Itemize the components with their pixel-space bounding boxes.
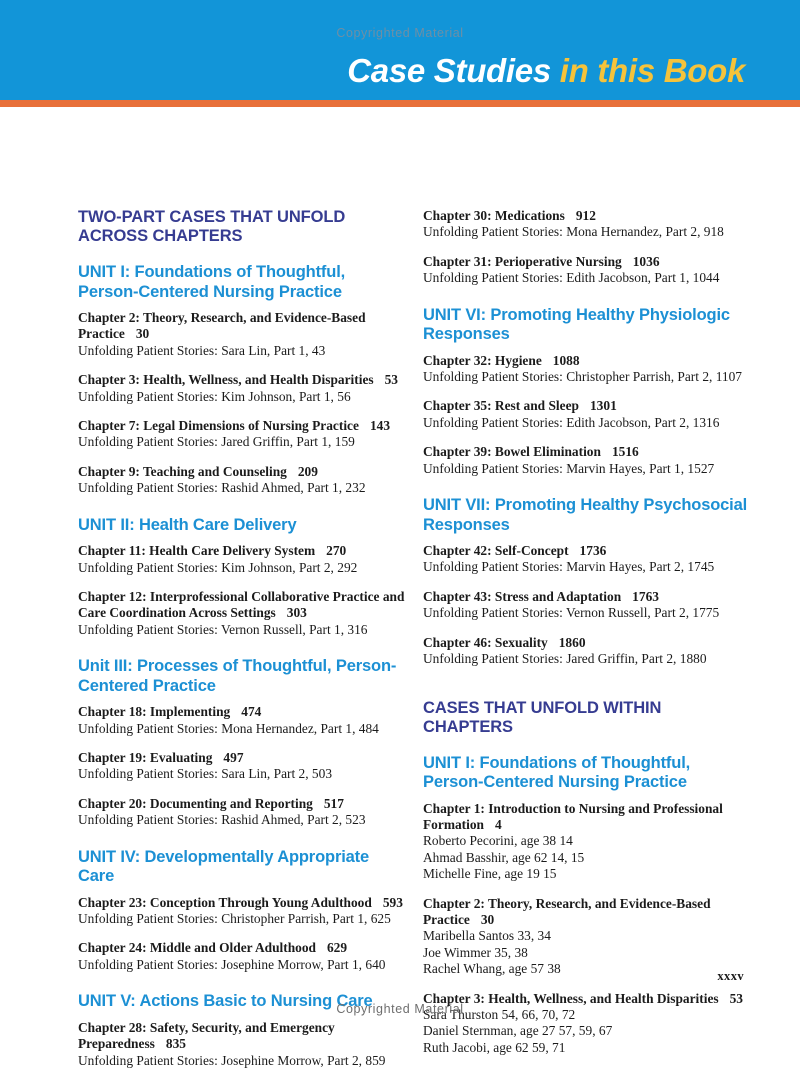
patient-story: Unfolding Patient Stories: Mona Hernandez, Part 1, 484 (78, 720, 379, 736)
chapter-entry (78, 895, 406, 928)
chapter-entry (423, 589, 751, 622)
chapter-entry (423, 398, 751, 431)
chapter-title (423, 543, 751, 559)
unit-heading-5: UNIT V: Actions Basic to Nursing Care (78, 992, 373, 1011)
chapter-title (423, 398, 751, 414)
section-heading-within-chapters: CASES THAT UNFOLD WITHIN CHAPTERS (423, 698, 662, 736)
case-name: Ruth Jacobi, age 62 59, 71 (423, 1039, 566, 1055)
page-title (347, 52, 745, 90)
unit-heading-4: UNIT IV: Developmentally Appropriate Care (78, 847, 370, 886)
case-name: Michelle Fine, age 19 15 (423, 866, 557, 882)
chapter-page: 835 (165, 1036, 186, 1052)
unit-heading-within-1: UNIT I: Foundations of Thoughtful, Person-Centered Nursing Practice (423, 753, 691, 791)
chapter-entry (78, 750, 406, 783)
chapter-entry (423, 896, 751, 978)
chapter-title-text: Chapter 39: Bowel Elimination (423, 444, 601, 460)
footer-copyright-watermark: Copyrighted Material (336, 1002, 464, 1016)
patient-story: Unfolding Patient Stories: Sara Lin, Part 2, 503 (78, 766, 333, 782)
chapter-entry (78, 704, 406, 737)
chapter-entry (423, 444, 751, 477)
chapter-title-text: Chapter 31: Perioperative Nursing (423, 253, 622, 269)
patient-story: Unfolding Patient Stories: Rashid Ahmed, Part 2, 523 (78, 812, 366, 828)
right-column (423, 208, 751, 1056)
chapter-title-text: Chapter 2: Theory, Research, and Evidence-Based Practice (78, 310, 366, 342)
chapter-title-text: Chapter 3: Health, Wellness, and Health Disparities (423, 990, 719, 1006)
unit-heading-2: UNIT II: Health Care Delivery (78, 515, 297, 534)
chapter-page: 53 (384, 372, 398, 388)
chapter-entry (78, 796, 406, 829)
case-name: Joe Wimmer 35, 38 (423, 944, 528, 960)
chapter-entry (423, 208, 751, 241)
chapter-title-text: Chapter 7: Legal Dimensions of Nursing Practice (78, 418, 359, 434)
chapter-page: 1516 (611, 444, 639, 460)
unit-heading-1: UNIT I: Foundations of Thoughtful, Person-Centered Nursing Practice (78, 263, 346, 301)
patient-story: Unfolding Patient Stories: Josephine Morrow, Part 1, 640 (78, 956, 386, 972)
chapter-entry (423, 353, 751, 386)
patient-story: Unfolding Patient Stories: Sara Lin, Part 1, 43 (78, 342, 326, 358)
chapter-title-text: Chapter 3: Health, Wellness, and Health Disparities (78, 372, 374, 388)
chapter-page: 4 (495, 816, 502, 832)
chapter-title (423, 589, 751, 605)
chapter-entry (78, 464, 406, 497)
chapter-entry (423, 801, 751, 883)
chapter-title (78, 704, 406, 720)
chapter-page: 1301 (589, 398, 617, 414)
chapter-title-text: Chapter 23: Conception Through Young Adulthood (78, 894, 372, 910)
chapter-title-text: Chapter 1: Introduction to Nursing and Professional Formation (423, 800, 723, 832)
chapter-title-text: Chapter 9: Teaching and Counseling (78, 463, 287, 479)
chapter-page: 30 (480, 911, 495, 927)
chapter-page: 270 (326, 543, 347, 559)
chapter-page: 53 (729, 990, 743, 1006)
page-title-primary: Case Studies (347, 52, 551, 89)
patient-story: Unfolding Patient Stories: Kim Johnson, Part 2, 292 (78, 559, 358, 575)
chapter-page: 1036 (632, 253, 660, 269)
chapter-entry (78, 1020, 406, 1069)
chapter-page: 629 (326, 940, 348, 956)
section-heading-two-part-cases: TWO-PART CASES THAT UNFOLD ACROSS CHAPTERS (78, 208, 346, 245)
patient-story: Unfolding Patient Stories: Rashid Ahmed, Part 1, 232 (78, 480, 366, 496)
chapter-title (78, 418, 406, 434)
chapter-entry (78, 372, 406, 405)
patient-story: Unfolding Patient Stories: Edith Jacobson, Part 2, 1316 (423, 414, 720, 430)
unit-heading-7: UNIT VII: Promoting Healthy Psychosocial Responses (423, 496, 748, 534)
chapter-page: 912 (575, 208, 596, 223)
unit-heading-3: Unit III: Processes of Thoughtful, Person-Centered Practice (78, 657, 397, 695)
chapter-title-text: Chapter 32: Hygiene (423, 352, 542, 368)
page-title-secondary: in this Book (550, 52, 745, 89)
chapter-page: 497 (223, 750, 244, 765)
chapter-title (78, 796, 406, 812)
chapter-title (423, 635, 751, 651)
chapter-page: 474 (241, 704, 262, 720)
chapter-entry (78, 589, 406, 638)
chapter-page: 303 (286, 605, 307, 621)
chapter-title-text: Chapter 24: Middle and Older Adulthood (78, 940, 316, 956)
chapter-entry (423, 991, 751, 1057)
chapter-title-text: Chapter 42: Self-Concept (423, 543, 569, 559)
patient-story: Unfolding Patient Stories: Vernon Russell, Part 2, 1775 (423, 605, 720, 621)
chapter-title (423, 896, 751, 929)
patient-story: Unfolding Patient Stories: Marvin Hayes, Part 2, 1745 (423, 559, 715, 575)
case-name: Maribella Santos 33, 34 (423, 928, 551, 944)
chapter-entry (78, 543, 406, 576)
chapter-page: 517 (323, 795, 344, 811)
chapter-entry (78, 940, 406, 973)
case-name: Rachel Whang, age 57 38 (423, 961, 561, 977)
chapter-entry (78, 418, 406, 451)
patient-story: Unfolding Patient Stories: Mona Hernandez, Part 2, 918 (423, 224, 724, 240)
chapter-entry (423, 543, 751, 576)
chapter-title-text: Chapter 35: Rest and Sleep (423, 398, 579, 414)
unit-heading-6: UNIT VI: Promoting Healthy Physiologic Responses (423, 305, 730, 344)
chapter-title (78, 310, 406, 343)
chapter-title-text: Chapter 30: Medications (423, 208, 565, 223)
folio-page-number: xxxv (717, 969, 744, 983)
chapter-title (423, 444, 751, 460)
chapter-page: 1860 (558, 634, 586, 650)
chapter-title-text: Chapter 12: Interprofessional Collaborative Practice and Care Coordination Across Settings (78, 588, 405, 621)
patient-story: Unfolding Patient Stories: Christopher Parrish, Part 2, 1107 (423, 369, 742, 385)
chapter-title-text: Chapter 28: Safety, Security, and Emergency Preparedness (78, 1019, 335, 1052)
chapter-page: 143 (369, 418, 391, 434)
chapter-title (78, 589, 406, 622)
patient-story: Unfolding Patient Stories: Josephine Morrow, Part 2, 859 (78, 1052, 386, 1068)
header-orange-divider (0, 100, 800, 107)
chapter-page: 1763 (632, 588, 659, 604)
case-name: Roberto Pecorini, age 38 14 (423, 833, 573, 849)
chapter-title-text: Chapter 18: Implementing (78, 704, 231, 720)
patient-story: Unfolding Patient Stories: Christopher Parrish, Part 1, 625 (78, 911, 391, 927)
chapter-title (423, 353, 751, 369)
chapter-title (78, 1020, 406, 1053)
chapter-entry (423, 635, 751, 668)
chapter-title (423, 254, 751, 270)
chapter-title-text: Chapter 19: Evaluating (78, 750, 213, 765)
chapter-title (78, 940, 406, 956)
case-name: Sara Thurston 54, 66, 70, 72 (423, 1006, 576, 1022)
chapter-entry (78, 310, 406, 359)
case-name: Daniel Sternman, age 27 57, 59, 67 (423, 1023, 613, 1039)
chapter-title-text: Chapter 43: Stress and Adaptation (423, 588, 622, 604)
patient-story: Unfolding Patient Stories: Kim Johnson, Part 1, 56 (78, 388, 351, 404)
chapter-page: 1088 (552, 352, 580, 368)
chapter-page: 209 (297, 463, 318, 479)
chapter-page: 593 (382, 894, 403, 910)
chapter-page: 30 (135, 326, 150, 342)
chapter-title (423, 208, 751, 224)
chapter-title-text: Chapter 2: Theory, Research, and Evidence-Based Practice (423, 895, 711, 927)
patient-story: Unfolding Patient Stories: Marvin Hayes, Part 1, 1527 (423, 460, 715, 476)
chapter-entry (423, 254, 751, 287)
patient-story: Unfolding Patient Stories: Vernon Russell, Part 1, 316 (78, 621, 368, 637)
chapter-title (78, 895, 406, 911)
header-copyright-watermark: Copyrighted Material (336, 26, 464, 40)
chapter-title (78, 372, 406, 388)
chapter-title (78, 543, 406, 559)
case-name: Ahmad Basshir, age 62 14, 15 (423, 849, 585, 865)
chapter-title (78, 464, 406, 480)
chapter-title (423, 801, 751, 834)
chapter-title (78, 750, 406, 766)
chapter-title-text: Chapter 11: Health Care Delivery System (78, 543, 316, 559)
chapter-title-text: Chapter 46: Sexuality (423, 634, 548, 650)
left-column (78, 208, 406, 1069)
patient-story: Unfolding Patient Stories: Jared Griffin, Part 2, 1880 (423, 651, 707, 667)
patient-story: Unfolding Patient Stories: Edith Jacobson, Part 1, 1044 (423, 270, 720, 286)
chapter-title-text: Chapter 20: Documenting and Reporting (78, 795, 313, 811)
patient-story: Unfolding Patient Stories: Jared Griffin, Part 1, 159 (78, 434, 355, 450)
chapter-page: 1736 (579, 543, 607, 559)
